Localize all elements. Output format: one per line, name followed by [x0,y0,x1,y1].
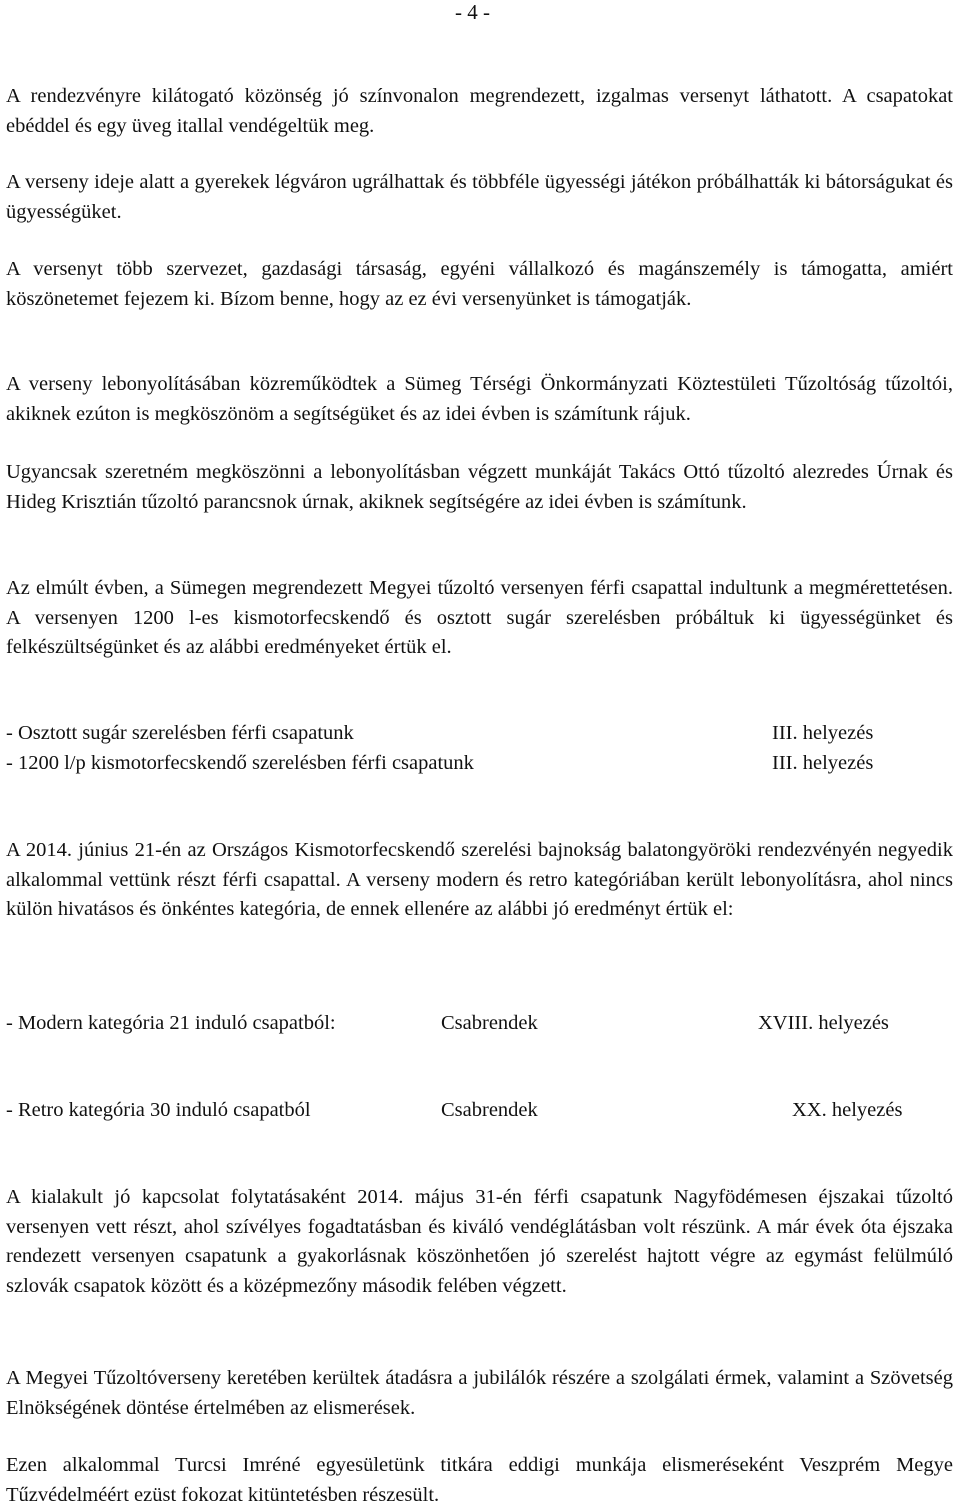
result-category: - Retro kategória 30 induló csapatból [6,1099,311,1121]
result-team: Csabrendek [441,1012,538,1034]
result-place: III. helyezés [772,752,874,774]
paragraph-national-championship: A 2014. június 21-én az Országos Kismotorfecskendő szerelési bajnokság balatongyöröki rendezvényén negyedik alkalommal vettünk részt férfi csapattal. A verseny modern és retro kategóriában került lebonyolításra, ahol nincs külön hivatásos és önkéntes kategória, de ennek ellenére az alábbi jó eredményt értük el: [6,839,953,920]
paragraph-firefighters: A verseny lebonyolításában közreműködtek a Sümeg Térségi Önkormányzati Köztestületi Tűzoltóság tűzoltói, akiknek ezúton is megköszönöm a segítségüket és az idei évben is számítunk rájuk. [6,373,953,425]
paragraph-thanks: Ugyancsak szeretném megköszönni a lebonyolításban végzett munkáját Takács Ottó tűzoltó alezredes Úrnak és Hideg Krisztián tűzoltó parancsnok úrnak, akiknek segítségére az idei évben is számítunk. [6,461,953,513]
result-place: XX. helyezés [792,1099,903,1121]
paragraph-night-competition: A kialakult jó kapcsolat folytatásaként 2014. május 31-én férfi csapatunk Nagyfödémesen éjszakai tűzoltó versenyen vett részt, ahol szívélyes fogadtatásban és kiváló vendéglátásban volt részünk. A már évek óta éjszaka rendezett versenyen csapatunk a gyakorlásnak köszönhetően jó szerelést hajtott végre az egymást felülmúló szlovák csapatok között és a középmezőny második felében végzett. [6,1186,953,1297]
result-event: - 1200 l/p kismotorfecskendő szerelésben férfi csapatunk [6,752,474,774]
paragraph-children: A verseny ideje alatt a gyerekek légváron ugrálhattak és többféle ügyességi játékon próbálhatták ki bátorságukat és ügyességüket. [6,171,953,223]
paragraph-awards: A Megyei Tűzoltóverseny keretében kerültek átadásra a jubilálók részére a szolgálati érmek, valamint a Szövetség Elnökségének döntése értelmében az elismerések. [6,1367,953,1419]
result-category: - Modern kategória 21 induló csapatból: [6,1012,336,1034]
paragraph-sponsors: A versenyt több szervezet, gazdasági társaság, egyéni vállalkozó és magánszemély is támogatta, amiért köszönetemet fejezem ki. Bízom benne, hogy az ez évi versenyünket is támogatják. [6,258,953,310]
result-place: III. helyezés [772,722,874,744]
page-number: - 4 - [455,0,490,24]
result-place: XVIII. helyezés [758,1012,889,1034]
result-event: - Osztott sugár szerelésben férfi csapatunk [6,722,354,744]
paragraph-audience: A rendezvényre kilátogató közönség jó színvonalon megrendezett, izgalmas versenyt láthatott. A csapatokat ebéddel és egy üveg itallal vendégeltük meg. [6,85,953,137]
paragraph-county-competition: Az elmúlt évben, a Sümegen megrendezett Megyei tűzoltó versenyen férfi csapattal indultunk a megmérettetésen. A versenyen 1200 l-es kismotorfecskendő és osztott sugár szerelésben próbáltuk ki ügyességünket és felkészültségünket és az alábbi eredményeket értük el. [6,577,953,658]
paragraph-secretary-award: Ezen alkalommal Turcsi Imréné egyesületünk titkára eddigi munkája elismeréseként Veszprém Megye Tűzvédelméért ezüst fokozat kitüntetésben részesült. [6,1454,953,1506]
result-team: Csabrendek [441,1099,538,1121]
